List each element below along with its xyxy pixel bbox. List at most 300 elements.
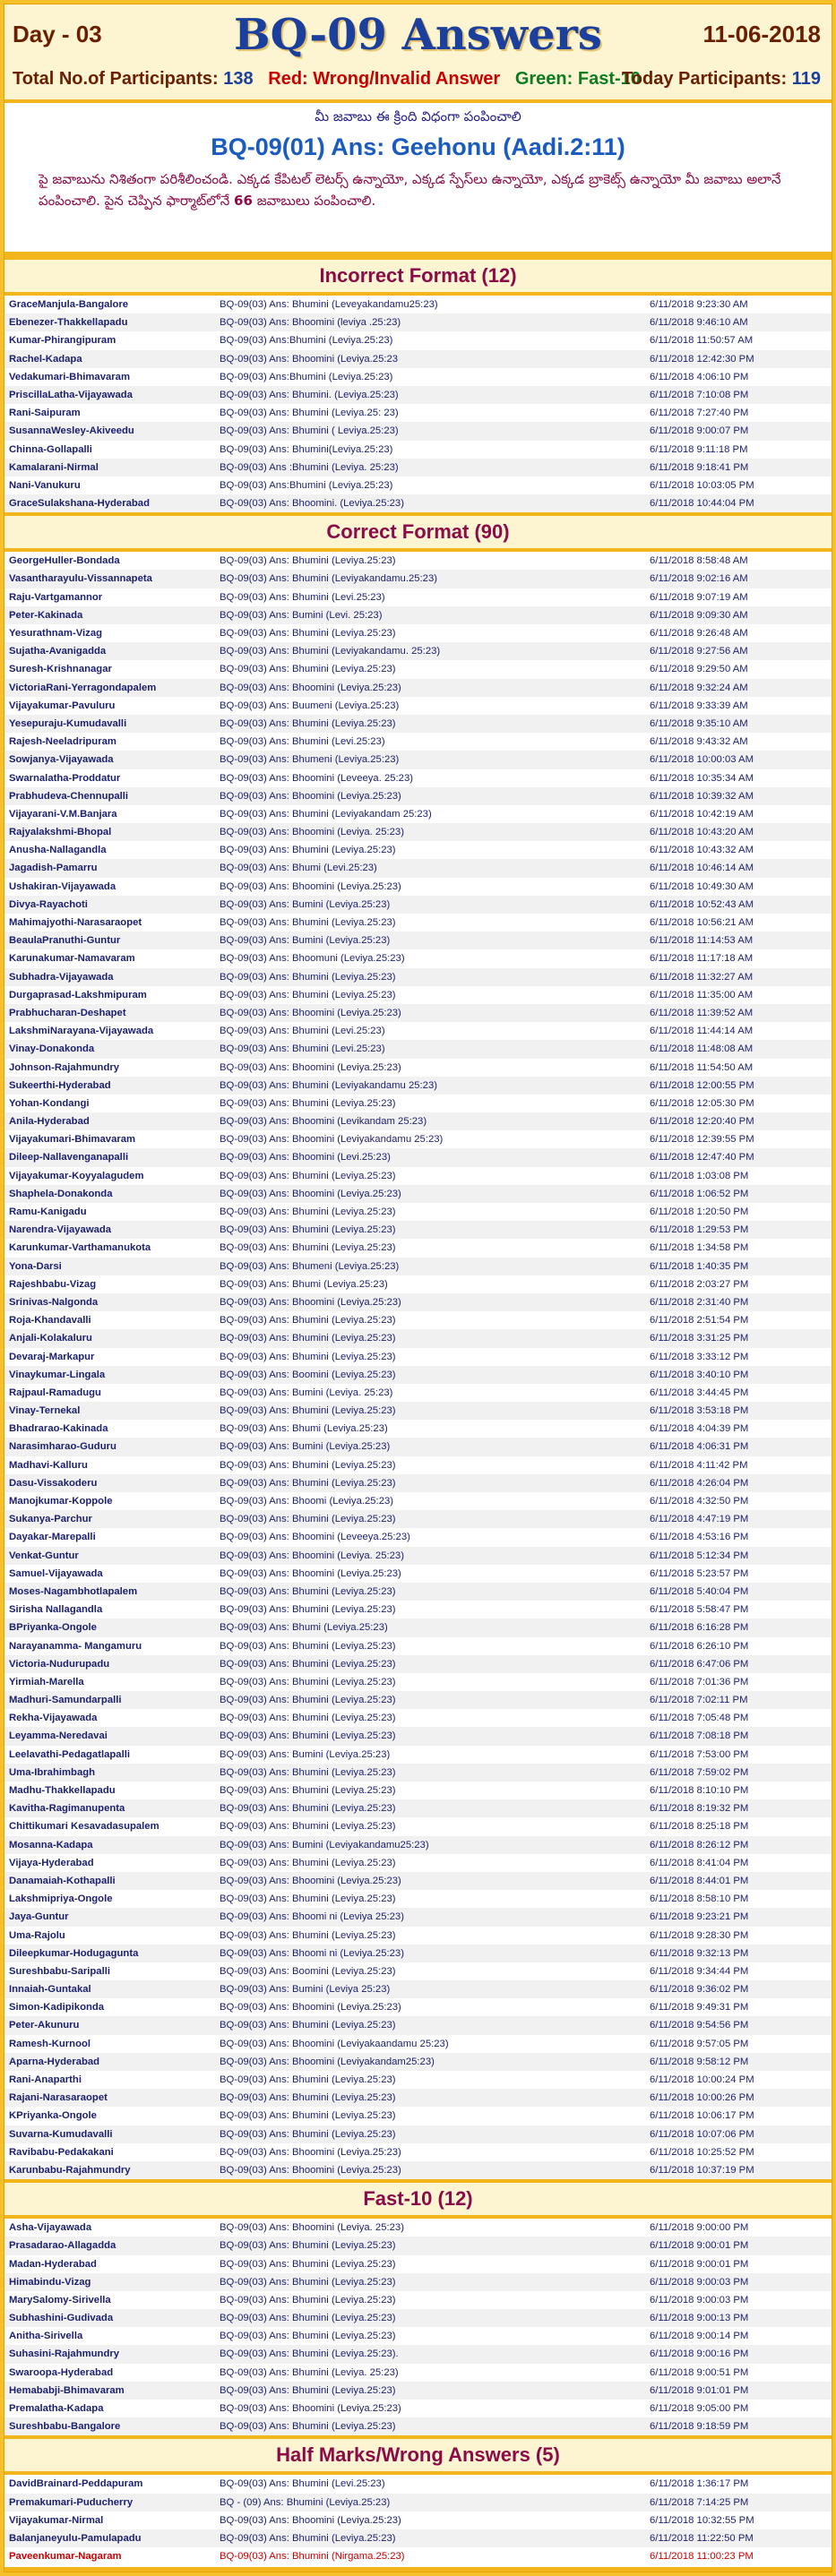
submitted-answer: BQ-09(03) Ans: Bhoomini (Leviya.25:23) (220, 2146, 401, 2158)
submitted-answer: BQ-09(03) Ans: Bhumi (Leviya.25:23) (220, 1278, 388, 1290)
submission-time: 6/11/2018 9:18:41 PM (650, 461, 749, 473)
submitted-answer: BQ-09(03) Ans: Bhumini (Leviya.25: 23) (220, 408, 399, 419)
participant-name: Chinna-Gollapalli (9, 443, 92, 455)
table-row (4, 1311, 832, 1329)
participant-name: Rachel-Kadapa (9, 353, 82, 365)
submitted-answer: BQ-09(03) Ans: Bhumini (Levi.25:23) (220, 1043, 385, 1055)
table-row (4, 1329, 832, 1347)
table-row (4, 1077, 832, 1095)
participant-name: Narayanamma- Mangamuru (9, 1640, 142, 1652)
submitted-answer: BQ-09(03) Ans: Bhoomini (Leviya.25:23) (220, 2514, 401, 2526)
submission-time: 6/11/2018 2:31:40 PM (650, 1296, 749, 1308)
participant-name: Jaya-Guntur (9, 1911, 69, 1923)
submitted-answer: BQ-09(03) Ans: Bhoomini. (Leviya.25:23) (220, 498, 404, 510)
submitted-answer: BQ-09(03) Ans: Bhumini (Leviya.25:23) (220, 2128, 396, 2140)
submission-time: 6/11/2018 10:07:06 PM (650, 2128, 754, 2140)
table-row (4, 2417, 832, 2435)
table-row (4, 1492, 832, 1510)
participant-name: Aparna-Hyderabad (9, 2056, 100, 2067)
participant-name: Ravibabu-Pedakakani (9, 2146, 114, 2158)
participant-name: Paveenkumar-Nagaram (9, 2551, 122, 2563)
table-row (4, 2161, 832, 2179)
submitted-answer: BQ-09(03) Ans: Bhumini (Leviya.25:23) (220, 2384, 396, 2396)
submitted-answer: BQ-09(03) Ans: Bhumini (Leviya.25:23) (220, 1676, 396, 1687)
participant-name: Leyamma-Neredavai (9, 1730, 108, 1742)
table-row (4, 313, 832, 331)
table-row (4, 1438, 832, 1455)
table-row (4, 2255, 832, 2273)
participant-name: GeorgeHuller-Bondada (9, 555, 120, 567)
red-legend: Red: Wrong/Invalid Answer (268, 69, 501, 89)
participant-name: BPriyanka-Ongole (9, 1622, 97, 1634)
table-row (4, 932, 832, 949)
participant-name: Johnson-Rajahmundry (9, 1061, 120, 1073)
submission-time: 6/11/2018 9:00:13 PM (650, 2313, 749, 2324)
submission-time: 6/11/2018 9:00:03 PM (650, 2276, 749, 2288)
header (4, 4, 832, 103)
submitted-answer: BQ-09(03) Ans: Bhumini (Leviya.25:23) (220, 917, 396, 928)
submitted-answer: BQ-09(03) Ans: Bhumini (Leviya.25:23) (220, 1713, 396, 1724)
participant-name: Rekha-Vijayawada (9, 1713, 98, 1724)
submitted-answer: BQ-09(03) Ans: Bhoomini (Levikandam 25:23) (220, 1116, 427, 1128)
table-row (4, 2143, 832, 2161)
table-row (4, 2345, 832, 2363)
table-row (4, 878, 832, 896)
submission-time: 6/11/2018 9:01:01 PM (650, 2384, 749, 2396)
submitted-answer: BQ-09(03) Ans: Bhoomini (Leviya.25:23) (220, 1061, 401, 1073)
submission-time: 6/11/2018 9:57:05 PM (650, 2038, 749, 2049)
submitted-answer: BQ-09(03) Ans: Bhumini (Leviya.25:23) (220, 1351, 396, 1362)
table-row (4, 986, 832, 1004)
participant-name: Dayakar-Marepalli (9, 1532, 96, 1543)
submitted-answer: BQ-09(03) Ans: Bhoomi ni (Leviya.25:23) (220, 1947, 404, 1959)
table-row (4, 697, 832, 715)
submitted-answer: BQ-09(03) Ans: Bhoomi (Leviya.25:23) (220, 1496, 394, 1507)
submitted-answer: BQ-09(03) Ans: Bhoomini (Levi.25:23) (220, 1152, 391, 1163)
submitted-answer: BQ-09(03) Ans: Bhoomini (Leviya.25:23) (220, 1188, 401, 1199)
submission-time: 6/11/2018 9:58:12 PM (650, 2056, 749, 2067)
submitted-answer: BQ-09(03) Ans: Bhumini (Leviya.25:23) (220, 2110, 396, 2122)
submission-time: 6/11/2018 7:05:48 PM (650, 1713, 749, 1724)
table-row (4, 296, 832, 313)
submission-time: 6/11/2018 9:00:01 PM (650, 2240, 749, 2252)
submitted-answer: BQ-09(03) Ans: Bhoomini (Leviya. 25:23) (220, 1550, 404, 1561)
submission-time: 6/11/2018 9:54:56 PM (650, 2020, 749, 2031)
submission-time: 6/11/2018 9:09:30 AM (650, 609, 748, 621)
participant-name: Anila-Hyderabad (9, 1116, 90, 1128)
table-row (4, 368, 832, 386)
submission-time: 6/11/2018 6:16:28 PM (650, 1622, 749, 1634)
table-row (4, 1004, 832, 1022)
submitted-answer: BQ-09(03) Ans: Bhumini (Leviya.25:23) (220, 989, 396, 1000)
participant-name: Yohan-Kondangi (9, 1097, 90, 1109)
table-row (4, 1727, 832, 1745)
submission-time: 6/11/2018 9:35:10 AM (650, 717, 748, 729)
participant-name: Prasadarao-Allagadda (9, 2240, 116, 2252)
table-row (4, 1583, 832, 1601)
submission-time: 6/11/2018 9:18:59 PM (650, 2421, 749, 2433)
table-row (4, 1817, 832, 1835)
table-row (4, 769, 832, 787)
submission-time: 6/11/2018 6:26:10 PM (650, 1640, 749, 1652)
table-row (4, 2053, 832, 2071)
submission-time: 6/11/2018 9:23:21 PM (650, 1911, 749, 1923)
submission-time: 6/11/2018 5:12:34 PM (650, 1550, 749, 1561)
participant-name: Kumar-Phirangipuram (9, 335, 116, 347)
submitted-answer: BQ-09(03) Ans: Bumini (Levi. 25:23) (220, 609, 383, 621)
table-row (4, 2400, 832, 2417)
submission-time: 6/11/2018 2:03:27 PM (650, 1278, 749, 1290)
participants-label: Total No.of Participants: (13, 69, 219, 89)
submitted-answer: BQ-09(03) Ans: Bhumini (Leviya.25:23) (220, 1658, 396, 1670)
submitted-answer: BQ-09(03) Ans: Bhumini (Leviya.25:23) (220, 555, 396, 567)
submission-time: 6/11/2018 9:00:01 PM (650, 2258, 749, 2270)
submission-time: 6/11/2018 10:52:43 AM (650, 898, 754, 910)
today-participants (622, 69, 821, 90)
submitted-answer: BQ-09(03) Ans: Bhoomini (Leviya.25:23) (220, 2002, 401, 2014)
table-row (4, 494, 832, 512)
table-row (4, 1528, 832, 1546)
submission-list (4, 296, 832, 512)
table-row (4, 1275, 832, 1293)
submitted-answer: BQ-09(03) Ans: Bhumini. (Leviya.25:23) (220, 389, 399, 400)
table-row (4, 2219, 832, 2237)
participant-name: DavidBrainard-Peddapuram (9, 2478, 143, 2490)
table-row (4, 350, 832, 368)
day-label: Day - 03 (13, 21, 102, 47)
submission-time: 6/11/2018 11:22:50 PM (650, 2532, 754, 2544)
submission-time: 6/11/2018 3:33:12 PM (650, 1351, 749, 1362)
table-row (4, 1746, 832, 1764)
table-row (4, 331, 832, 349)
submission-time: 6/11/2018 9:26:48 AM (650, 628, 748, 639)
table-row (4, 1258, 832, 1275)
table-row (4, 1709, 832, 1727)
participant-name: MarySalomy-Sirivella (9, 2294, 111, 2306)
participant-name: Nani-Vanukuru (9, 479, 81, 491)
submission-time: 6/11/2018 9:00:00 PM (650, 2222, 749, 2234)
table-row (4, 2035, 832, 2053)
participant-name: LakshmiNarayana-Vijayawada (9, 1026, 154, 1037)
table-row (4, 1112, 832, 1130)
participant-name: Chittikumari Kesavadasupalem (9, 1821, 159, 1833)
participant-name: Himabindu-Vizag (9, 2276, 91, 2288)
participant-name: Vinay-Donakonda (9, 1043, 95, 1055)
participant-name: Innaiah-Guntakal (9, 1984, 91, 1996)
submission-time: 6/11/2018 9:00:14 PM (650, 2331, 749, 2342)
format-instruction: మీ జవాబు ఈ క్రింది విధంగా పంపించాలి (315, 108, 521, 125)
table-row (4, 1239, 832, 1257)
submitted-answer: BQ-09(03) Ans: Bumini (Leviya.25:23) (220, 898, 391, 910)
table-row (4, 1655, 832, 1673)
participant-name: Peter-Kakinada (9, 609, 83, 621)
submitted-answer: BQ-09(03) Ans: Bhoomini (Leviya.25:23) (220, 682, 401, 693)
participant-name: Anusha-Nallagandla (9, 845, 107, 856)
table-row (4, 1908, 832, 1926)
participant-name: Mosanna-Kadapa (9, 1839, 93, 1850)
participant-name: Kamalarani-Nirmal (9, 461, 99, 473)
participant-name: Vijayakumar-Pavuluru (9, 700, 116, 711)
table-row (4, 1203, 832, 1221)
participant-name: Narendra-Vijayawada (9, 1224, 112, 1236)
submitted-answer: BQ-09(03) Ans: Bhumini (Levi.25:23) (220, 736, 385, 748)
submission-time: 6/11/2018 9:28:30 PM (650, 1929, 749, 1941)
submission-time: 6/11/2018 10:32:55 PM (650, 2514, 754, 2526)
participant-name: Kavitha-Ragimanupenta (9, 1803, 125, 1815)
submission-time: 6/11/2018 3:31:25 PM (650, 1333, 749, 1344)
submission-list (4, 552, 832, 2179)
table-row (4, 2291, 832, 2309)
table-row (4, 404, 832, 422)
table-row (4, 1836, 832, 1854)
submission-time: 6/11/2018 10:37:19 PM (650, 2164, 754, 2176)
submission-time: 6/11/2018 9:23:30 AM (650, 299, 748, 310)
participant-name: Uma-Rajolu (9, 1929, 65, 1941)
participant-name: Sureshbabu-Saripalli (9, 1965, 110, 1977)
submission-time: 6/11/2018 5:58:47 PM (650, 1604, 749, 1616)
submitted-answer: BQ-09(03) Ans: Bhumini (Leviya.25:23) (220, 2532, 396, 2544)
participant-name: Divya-Rayachoti (9, 898, 88, 910)
submitted-answer: BQ-09(03) Ans: Bhumini (Leviya.25:23) (220, 717, 396, 729)
submission-time: 6/11/2018 9:32:24 AM (650, 682, 748, 693)
participant-name: Karunbabu-Rajahmundry (9, 2164, 131, 2176)
participant-name: Yona-Darsi (9, 1260, 62, 1272)
submitted-answer: BQ-09(03) Ans: Bhoomini (Leveeya.25:23) (220, 1532, 410, 1543)
submission-time: 6/11/2018 3:44:45 PM (650, 1387, 749, 1398)
submission-time: 6/11/2018 11:14:53 AM (650, 935, 754, 947)
submitted-answer: BQ-09(03) Ans: Bhumini (Leviya.25:23) (220, 1585, 396, 1597)
participant-name: Dasu-Vissakoderu (9, 1477, 98, 1489)
submission-time: 6/11/2018 1:40:35 PM (650, 1260, 749, 1272)
participant-name: Asha-Vijayawada (9, 2222, 92, 2234)
table-row (4, 1764, 832, 1782)
participant-name: Madhuri-Samundarpalli (9, 1695, 122, 1706)
submitted-answer: BQ-09(03) Ans: Bumini (Leviyakandamu25:23) (220, 1839, 429, 1850)
table-row (4, 1402, 832, 1420)
participant-name: Lakshmipriya-Ongole (9, 1893, 113, 1905)
submitted-answer: BQ-09(03) Ans: Bhumini (Leviya.25:23) (220, 1640, 396, 1652)
submission-time: 6/11/2018 12:05:30 PM (650, 1097, 754, 1109)
submitted-answer: BQ-09(03) Ans: Bhoomuni (Leviya.25:23) (220, 953, 405, 965)
submitted-answer: BQ-09(03) Ans: Bhumini (Leviya.25:23) (220, 845, 396, 856)
table-row (4, 1040, 832, 1058)
table-row (4, 1637, 832, 1655)
submission-time: 6/11/2018 11:35:00 AM (650, 989, 754, 1000)
participant-name: Vasantharayulu-Vissannapeta (9, 573, 152, 585)
submitted-answer: BQ-09(03) Ans: Bhoomini (Leveeya. 25:23) (220, 772, 414, 784)
submission-time: 6/11/2018 4:32:50 PM (650, 1496, 749, 1507)
submission-time: 6/11/2018 12:39:55 PM (650, 1134, 754, 1146)
participant-name: BeaulaPranuthi-Guntur (9, 935, 121, 947)
section-title: Correct Format (90) (4, 512, 832, 552)
submitted-answer: BQ-09(03) Ans: Boomini (Leviya.25:23) (220, 1369, 396, 1380)
participant-name: PriscillaLatha-Vijayawada (9, 389, 133, 400)
submitted-answer: BQ-09(03) Ans: Bhumini (Leviya.25:23) (220, 1224, 396, 1236)
submission-time: 6/11/2018 4:26:04 PM (650, 1477, 749, 1489)
instructions (4, 103, 832, 256)
table-row (4, 2475, 832, 2493)
table-row (4, 386, 832, 404)
submitted-answer: BQ-09(03) Ans: Bhoomini (Leviya. 25:23) (220, 2222, 404, 2234)
participant-name: Sirisha Nallagandla (9, 1604, 103, 1616)
participant-name: Suresh-Krishnanagar (9, 664, 112, 675)
participant-name: Srinivas-Nalgonda (9, 1296, 99, 1308)
submitted-answer: BQ-09(03) Ans: Bumini (Leviya.25:23) (220, 935, 391, 947)
stats-bar (13, 69, 821, 90)
table-row (4, 751, 832, 769)
table-row (4, 1872, 832, 1890)
table-row (4, 859, 832, 877)
participant-name: Venkat-Guntur (9, 1550, 79, 1561)
participant-name: GraceSulakshana-Hyderabad (9, 498, 150, 510)
table-row (4, 2327, 832, 2345)
submission-time: 6/11/2018 7:53:00 PM (650, 1748, 749, 1760)
submitted-answer: BQ-09(03) Ans: Bhumini (Leviya.25:23) (220, 1803, 396, 1815)
submitted-answer: BQ-09(03) Ans: Bhoomini (Leviya.25:23) (220, 880, 401, 892)
table-row (4, 1854, 832, 1872)
table-row (4, 1095, 832, 1112)
submitted-answer: BQ-09(03) Ans: Bumini (Leviya.25:23) (220, 1441, 391, 1453)
participant-name: Subhadra-Vijayawada (9, 971, 114, 983)
submitted-answer: BQ-09(03) Ans: Bhoomini (Leviya. 25:23) (220, 827, 404, 838)
submitted-answer: BQ-09(03) Ans: Bhumini (Levi.25:23) (220, 2478, 385, 2490)
submission-time: 6/11/2018 9:36:02 PM (650, 1984, 749, 1996)
submitted-answer: BQ-09(03) Ans: Bhumini (Leviya.25:23) (220, 1766, 396, 1778)
participant-name: Vijayarani-V.M.Banjara (9, 808, 117, 820)
submitted-answer: BQ-09(03) Ans: Bhumi (Levi.25:23) (220, 863, 377, 874)
table-row (4, 642, 832, 660)
submitted-answer: BQ-09(03) Ans: Bhoomini (Leviya.25:23) (220, 2403, 401, 2414)
bottom-border (4, 2567, 832, 2572)
submitted-answer: BQ-09(03) Ans: Bhumini (Leviya.25:23) (220, 2092, 396, 2104)
submitted-answer: BQ-09(03) Ans: Bhumini (Leviya.25:23) (220, 1785, 396, 1796)
participant-name: Dileep-Nallavenganapalli (9, 1152, 129, 1163)
table-row (4, 1962, 832, 1980)
submission-time: 6/11/2018 10:39:32 AM (650, 790, 754, 802)
submission-time: 6/11/2018 9:00:16 PM (650, 2348, 749, 2360)
table-row (4, 896, 832, 914)
participant-name: Roja-Khandavalli (9, 1315, 91, 1327)
participant-name: Hemababji-Bhimavaram (9, 2384, 125, 2396)
submitted-answer: BQ-09(03) Ans: Bhumini (Leviya.25:23) (220, 1170, 396, 1181)
submission-time: 6/11/2018 4:11:42 PM (650, 1459, 748, 1471)
participant-name: Subhashini-Gudivada (9, 2313, 114, 2324)
submission-time: 6/11/2018 9:07:19 AM (650, 591, 748, 603)
submission-list (4, 2475, 832, 2565)
table-row (4, 1673, 832, 1691)
table-row (4, 823, 832, 841)
table-row (4, 2494, 832, 2512)
participant-name: Madan-Hyderabad (9, 2258, 97, 2270)
submitted-answer: BQ-09(03) Ans: Bhoomini (Leviya.25:23) (220, 2164, 401, 2176)
table-row (4, 1547, 832, 1565)
submitted-answer: BQ-09(03) Ans: Bhumini (Leviya.25:23) (220, 1206, 396, 1217)
submission-time: 6/11/2018 8:26:12 PM (650, 1839, 749, 1850)
submission-time: 6/11/2018 11:48:08 AM (650, 1043, 754, 1055)
table-row (4, 1130, 832, 1148)
submission-time: 6/11/2018 1:34:58 PM (650, 1242, 749, 1254)
submitted-answer: BQ-09(03) Ans: Bhumini(Leviya.25:23) (220, 443, 393, 455)
table-row (4, 1998, 832, 2016)
participant-name: Ramu-Kanigadu (9, 1206, 87, 1217)
participant-name: Madhavi-Kalluru (9, 1459, 88, 1471)
participant-name: Rajpaul-Ramadugu (9, 1387, 101, 1398)
submission-time: 6/11/2018 10:03:05 PM (650, 479, 754, 491)
table-row (4, 1348, 832, 1366)
submission-time: 6/11/2018 9:49:31 PM (650, 2002, 749, 2014)
result-sections (4, 256, 832, 2565)
participant-name: Sujatha-Avanigadda (9, 646, 107, 657)
participant-name: Leelavathi-Pedagatlapalli (9, 1748, 130, 1760)
submitted-answer: BQ-09(03) Ans: Bhumini (Leviya.25:23) (220, 1405, 396, 1417)
submission-time: 6/11/2018 11:44:14 AM (650, 1026, 754, 1037)
submission-time: 6/11/2018 10:00:24 PM (650, 2074, 754, 2085)
table-row (4, 1601, 832, 1619)
submitted-answer: BQ-09(03) Ans: Bhoomini (Leviyakaandamu 25:23) (220, 2038, 449, 2049)
green-legend: Green: Fast-10 (514, 69, 641, 89)
participant-name: Durgaprasad-Lakshmipuram (9, 989, 147, 1000)
table-row (4, 1185, 832, 1203)
participant-name: Suvarna-Kumudavalli (9, 2128, 113, 2140)
participant-name: Ramesh-Kurnool (9, 2038, 91, 2049)
today-count: 119 (791, 69, 821, 89)
table-row (4, 2364, 832, 2382)
submission-time: 6/11/2018 9:05:00 PM (650, 2403, 749, 2414)
submitted-answer: BQ-09(03) Ans: Bhoomini (Leviya.25:23 (220, 353, 399, 365)
submission-time: 6/11/2018 7:02:11 PM (650, 1695, 748, 1706)
participant-name: GraceManjula-Bangalore (9, 299, 129, 310)
submitted-answer: BQ-09(03) Ans: Bhoomini (Leviyakandamu 25:23) (220, 1134, 444, 1146)
submission-time: 6/11/2018 3:40:10 PM (650, 1369, 749, 1380)
table-row (4, 459, 832, 477)
submission-time: 6/11/2018 4:53:16 PM (650, 1532, 749, 1543)
submitted-answer: BQ-09(03) Ans: Bhumini (Leviyakandamu 25:23) (220, 1079, 438, 1091)
submitted-answer: BQ-09(03) Ans: Bhumini (Leviya.25:23) (220, 1604, 396, 1616)
submission-time: 6/11/2018 7:08:18 PM (650, 1730, 749, 1742)
submitted-answer: BQ-09(03) Ans: Bhoomini (leviya .25:23) (220, 317, 401, 329)
table-row (4, 2237, 832, 2254)
submitted-answer: BQ-09(03) Ans: Bhumini (Leviya.25:23) (220, 1514, 396, 1525)
participant-name: Danamaiah-Kothapalli (9, 1875, 116, 1886)
submitted-answer: BQ-09(03) Ans: Bhumini (Leviya.25:23) (220, 2240, 396, 2252)
submitted-answer: BQ-09(03) Ans: Bumini (Leviya 25:23) (220, 1984, 391, 1996)
table-row (4, 477, 832, 494)
table-row (4, 1167, 832, 1185)
participant-name: Devaraj-Markapur (9, 1351, 95, 1362)
submission-time: 6/11/2018 8:44:01 PM (650, 1875, 749, 1886)
table-row (4, 2382, 832, 2400)
submission-time: 6/11/2018 5:23:57 PM (650, 1567, 749, 1579)
participant-name: Jagadish-Pamarru (9, 863, 98, 874)
submission-time: 6/11/2018 4:47:19 PM (650, 1514, 749, 1525)
table-row (4, 1366, 832, 1384)
participant-name: VictoriaRani-Yerragondapalem (9, 682, 157, 693)
submission-time: 6/11/2018 5:40:04 PM (650, 1585, 749, 1597)
participant-name: Ushakiran-Vijayawada (9, 880, 116, 892)
submitted-answer: BQ-09(03) Ans:Bhumini (Leviya.25:23) (220, 371, 393, 382)
submitted-answer: BQ-09(03) Ans: Bhumini (Leviya.25:23) (220, 2421, 396, 2433)
submission-time: 6/11/2018 9:00:03 PM (650, 2294, 749, 2306)
note-text-end: జవాబులు పంపించాలి. (256, 193, 376, 209)
submitted-answer: BQ-09(03) Ans: Buumeni (Leviya.25:23) (220, 700, 400, 711)
table-row (4, 1945, 832, 1962)
submission-time: 6/11/2018 7:59:02 PM (650, 1766, 749, 1778)
submission-time: 6/11/2018 4:06:31 PM (650, 1441, 749, 1453)
submission-time: 6/11/2018 12:42:30 PM (650, 353, 754, 365)
submitted-answer: BQ-09(03) Ans: Bhoomini (Leviya.25:23) (220, 1296, 401, 1308)
table-row (4, 841, 832, 859)
submission-time: 6/11/2018 1:29:53 PM (650, 1224, 749, 1236)
